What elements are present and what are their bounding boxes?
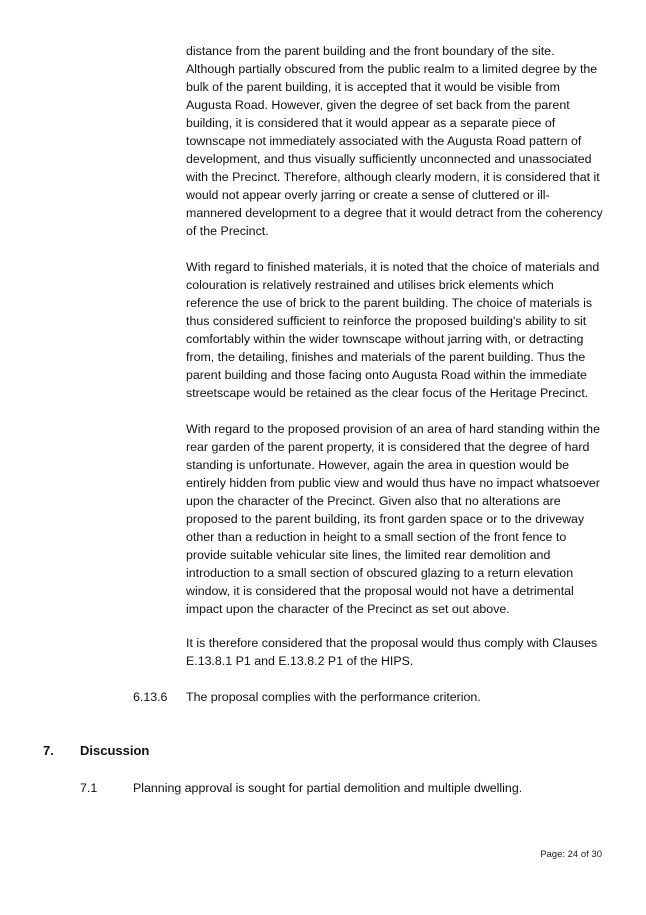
section-title-discussion: Discussion [80,743,150,758]
page-number: Page: 24 of 30 [540,849,602,860]
clause-number-6-13-6: 6.13.6 [133,690,168,704]
clause-number-7-1: 7.1 [80,781,98,795]
body-paragraph-1: distance from the parent building and the front boundary of the site. Although partially obscured from the public realm to a limited degree by the bulk of the parent building, it is accepted that it would be visible from Augusta Road. However, given the degree of set back from the parent building, it is considered that it would appear as a separate piece of townscape not immediately associated with the Augusta Road pattern of development, and thus visually sufficiently unconnected and unassociated with the Precinct. Therefore, although clearly modern, it is considered that it would not appear overly jarring or create a sense of cluttered or ill-mannered development to a degree that it would detract from the coherency of the Precinct. [186,44,603,238]
body-paragraph-4: It is therefore considered that the proposal would thus comply with Clauses E.13.8.1 P1 and E.13.8.2 P1 of the HIPS. [186,636,598,668]
clause-text-6-13-6: The proposal complies with the performance criterion. [186,690,481,704]
body-paragraph-3: With regard to the proposed provision of an area of hard standing within the rear garden of the parent property, it is considered that the degree of hard standing is unfortunate. However, again the area in question would be entirely hidden from public view and would thus have no impact whatsoever upon the character of the Precinct. Given also that no alterations are proposed to the parent building, its front garden space or to the driveway other than a reduction in height to a small section of the front fence to provide suitable vehicular site lines, the limited rear demolition and introduction to a small section of obscured glazing to a return elevation window, it is considered that the proposal would not have a detrimental impact upon the character of the Precinct as set out above. [186,422,600,616]
body-paragraph-2: With regard to finished materials, it is noted that the choice of materials and colouration is relatively restrained and utilises brick elements which reference the use of brick to the parent building. The choice of materials is thus considered sufficient to reinforce the proposed building's ability to sit comfortably within the wider townscape without jarring with, or detracting from, the detailing, finishes and materials of the parent building. Thus the parent building and those facing onto Augusta Road within the immediate streetscape would be retained as the clear focus of the Heritage Precinct. [186,260,600,400]
section-number-7: 7. [43,743,54,758]
clause-text-7-1: Planning approval is sought for partial demolition and multiple dwelling. [133,781,523,795]
